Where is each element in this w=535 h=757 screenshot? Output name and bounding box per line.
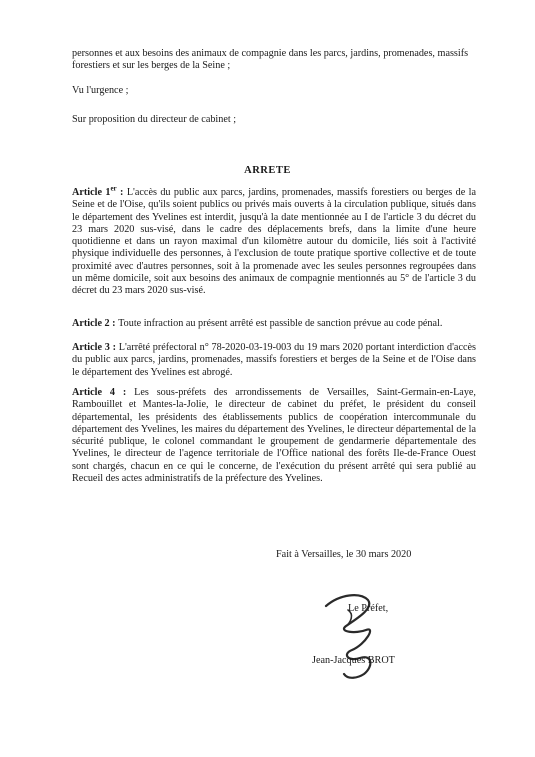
article-1-label-sup: er — [110, 184, 117, 193]
date-line: Fait à Versailles, le 30 mars 2020 — [276, 549, 412, 560]
article-1-label-text: Article 1 — [72, 187, 111, 198]
signatory-name: Jean-Jacques BROT — [312, 655, 395, 666]
article-4-label — [72, 387, 134, 398]
article-3-label — [72, 342, 119, 353]
article-1-label — [72, 184, 127, 198]
proposition-paragraph: Sur proposition du directeur de cabinet ; — [72, 114, 237, 125]
article-4-label-suffix: : — [114, 387, 135, 398]
article-3-label-text: Article 3 — [72, 342, 110, 353]
article-1-text: L'accès du public aux parcs, jardins, promenades, massifs forestiers ou berges de la Seine et de l'Oise, qu'ils soient publics ou privés mais ouverts à la circulation publique, situés dans le département des Yvelines est interdit, jusqu'à la date mentionnée au I de l'article 3 du décret du 23 mars 2020 sus-visé, dans le cadre des déplacements brefs, dans la limite d'une heure quotidienne et dans un rayon maximal d'un kilomètre autour du domicile, liés soit à l'activité physique individuelle des personnes, à l'exclusion de toute pratique sportive collective et de toute proximité avec d'autres personnes, soit à la promenade avec les seules personnes regroupées dans un même domicile, soit aux besoins des animaux de compagnie mentionnés au 5° de l'article 3 du décret du 23 mars 2020 sus-visé. — [72, 187, 476, 297]
article-2-label-suffix: : — [109, 318, 119, 329]
article-1-label-suffix: : — [116, 187, 127, 198]
signatory-role: Le Préfet, — [348, 603, 389, 614]
article-3 — [72, 342, 476, 379]
article-3-text: L'arrêté préfectoral n° 78-2020-03-19-003 du 19 mars 2020 portant interdiction d'accès du public aux parcs, jardins, promenades, massifs forestiers et berges de la Seine et de l'Oise dans le département des Yvelines est abrogé. — [72, 342, 476, 378]
article-3-label-suffix: : — [109, 342, 119, 353]
article-4-text: Les sous-préfets des arrondissements de Versailles, Saint-Germain-en-Laye, Rambouillet et Mantes-la-Jolie, le directeur de cabinet du préfet, le président du conseil départemental, les présidents des établissements publics de coopération intercommunale du département des Yvelines, les maires du département des Yvelines, le directeur départemental de la sécurité publique, le colonel commandant le groupement de gendarmerie départementale des Yvelines, le directeur de l'agence territoriale de l'Office national des forêts Ile-de-France Ouest sont chargés, chacun en ce qui le concerne, de l'exécution du présent arrêté qui sera publié au Recueil des actes administratifs de la préfecture des Yvelines. — [72, 387, 476, 485]
document-title: ARRETE — [244, 165, 291, 176]
article-1 — [72, 184, 476, 298]
article-2-label-text: Article 2 — [72, 318, 110, 329]
article-4 — [72, 387, 476, 485]
urgence-paragraph: Vu l'urgence ; — [72, 85, 129, 96]
article-2-text: Toute infraction au présent arrêté est passible de sanction prévue au code pénal. — [118, 318, 443, 329]
article-2-label — [72, 318, 118, 329]
intro-paragraph: personnes et aux besoins des animaux de compagnie dans les parcs, jardins, promenades, massifs forestiers et sur les berges de la Seine ; — [72, 48, 469, 72]
article-4-label-text: Article 4 — [72, 387, 115, 398]
article-2 — [72, 318, 476, 330]
